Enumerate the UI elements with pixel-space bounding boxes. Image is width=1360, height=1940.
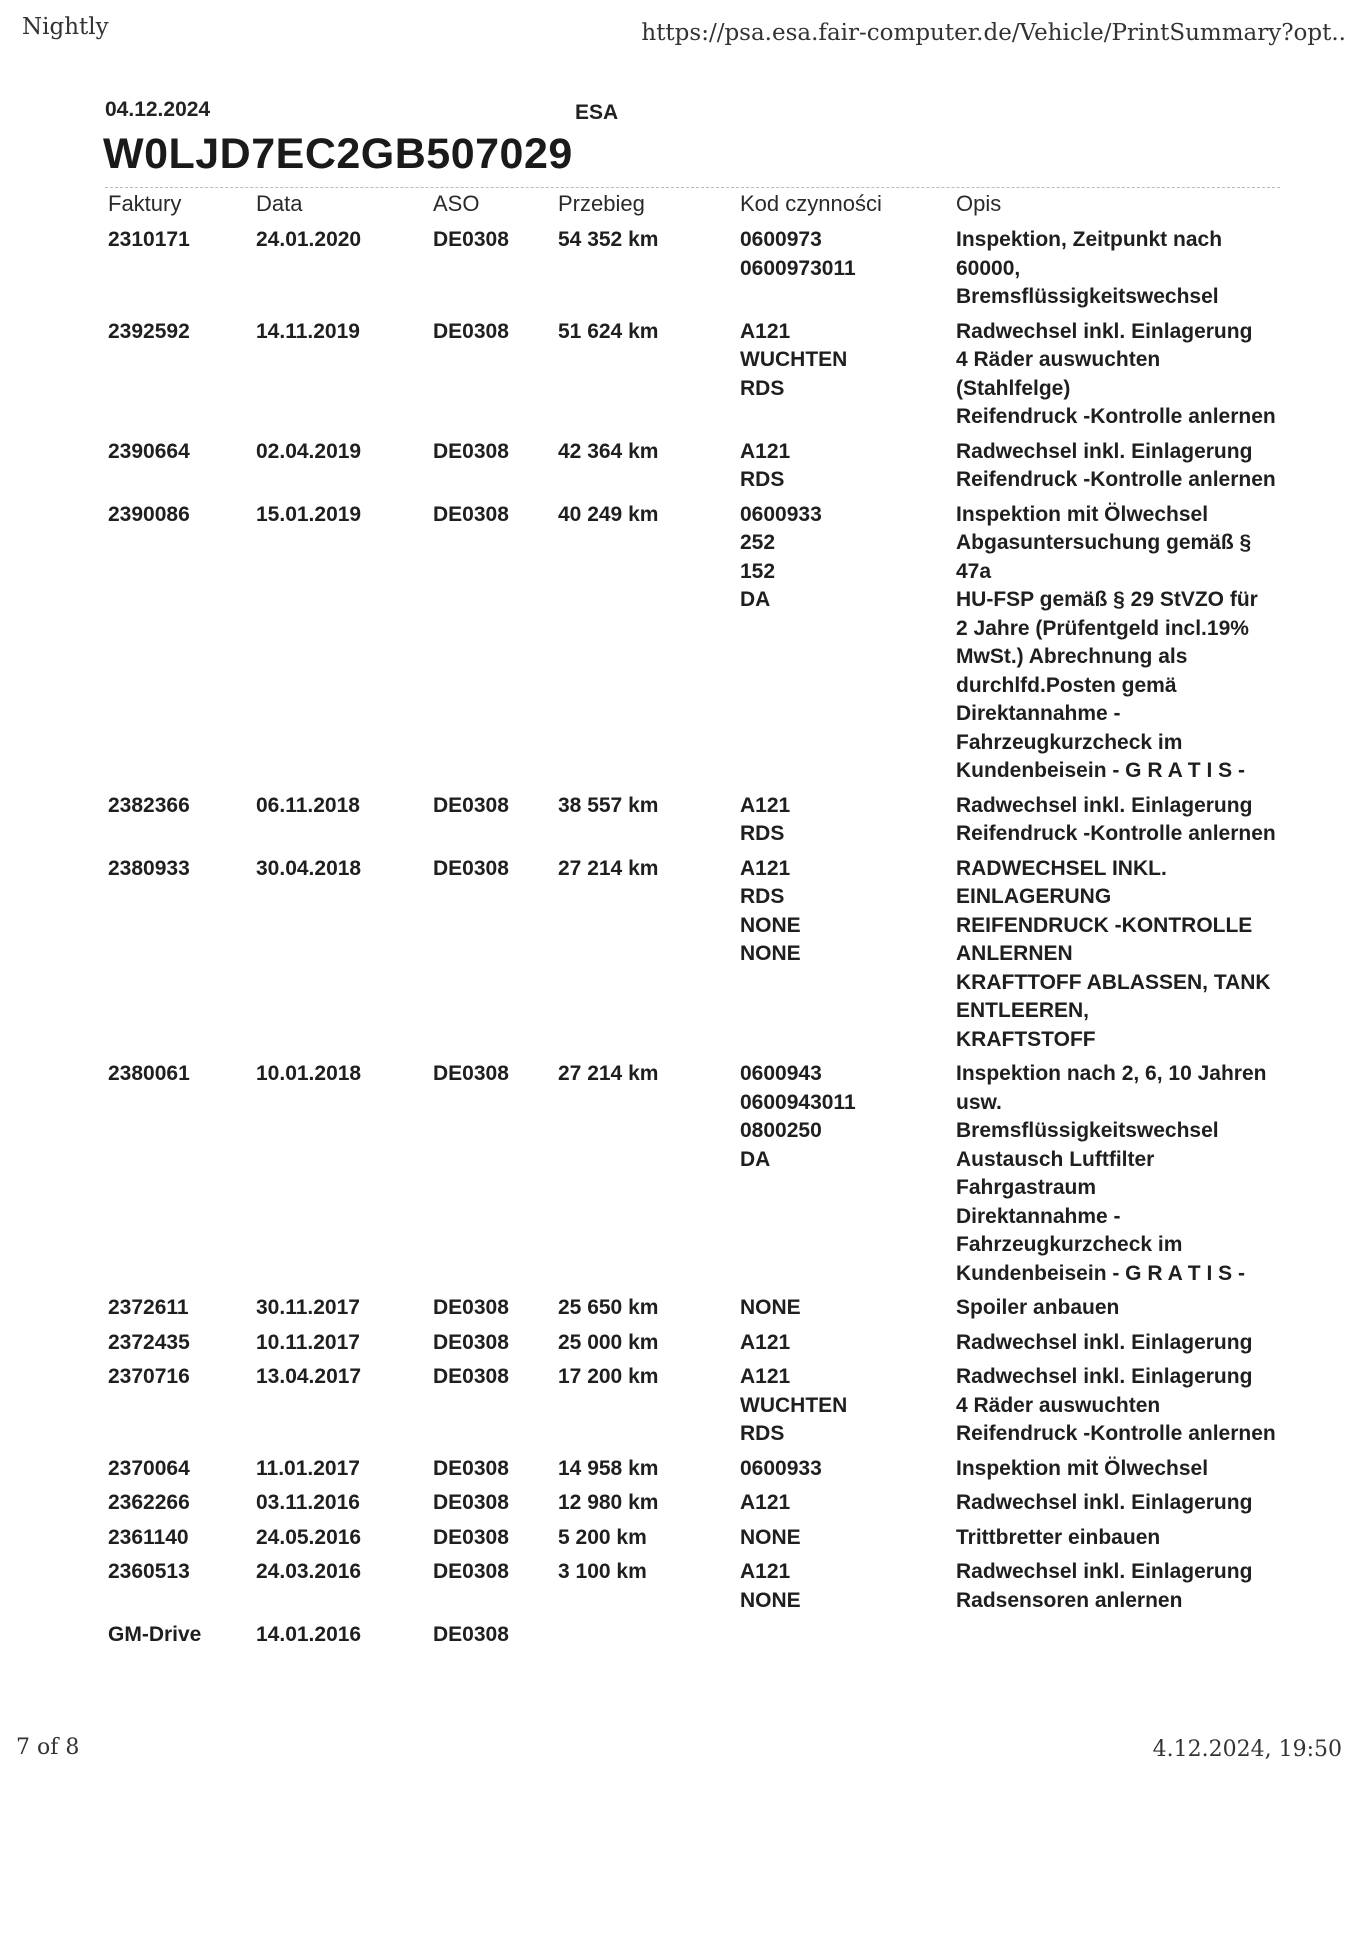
description-line: Fahrgastraum <box>956 1176 1097 1199</box>
table-row <box>0 1558 1360 1621</box>
dealer-code: DE0308 <box>433 1525 509 1549</box>
description-line: Spoiler anbauen <box>956 1296 1120 1319</box>
operation-code: WUCHTEN <box>740 348 848 371</box>
mileage: 42 364 km <box>558 439 659 463</box>
operation-codes <box>740 438 790 495</box>
operation-codes <box>740 501 822 615</box>
table-row <box>0 1060 1360 1294</box>
service-date: 03.11.2016 <box>256 1491 360 1514</box>
description-line: Fahrzeugkurzcheck im <box>956 1233 1183 1256</box>
service-date: 24.01.2020 <box>256 228 362 251</box>
source-label: ESA <box>575 101 619 124</box>
service-description <box>956 1558 1252 1615</box>
invoice-number: 2372435 <box>108 1330 190 1354</box>
operation-codes <box>740 1363 847 1449</box>
operation-codes <box>740 226 856 283</box>
table-row <box>0 1621 1360 1656</box>
dealer-code: DE0308 <box>433 1456 509 1480</box>
service-description <box>956 855 1271 1055</box>
invoice-number: 2361140 <box>108 1525 189 1549</box>
operation-code: NONE <box>740 942 801 965</box>
service-date: 30.11.2017 <box>256 1296 360 1319</box>
operation-codes <box>740 1455 822 1484</box>
operation-code: NONE <box>740 913 801 937</box>
table-row <box>0 1329 1360 1364</box>
operation-code: A121 <box>740 1560 791 1583</box>
description-line: Radwechsel inkl. Einlagerung <box>956 793 1253 817</box>
operation-code: DA <box>740 588 771 611</box>
operation-code: 0600973011 <box>740 256 856 280</box>
description-line: Inspektion, Zeitpunkt nach <box>956 228 1223 251</box>
operation-codes <box>740 1489 790 1518</box>
column-header-description: Opis <box>956 191 1002 216</box>
operation-code: NONE <box>740 1588 801 1612</box>
operation-code: RDS <box>740 376 785 400</box>
table-row <box>0 1524 1360 1559</box>
invoice-number: 2360513 <box>108 1560 190 1583</box>
description-line: Radwechsel inkl. Einlagerung <box>956 1491 1253 1514</box>
column-header-operation-code: Kod czynności <box>740 191 882 216</box>
description-line: Inspektion mit Ölwechsel <box>956 502 1209 526</box>
operation-code: A121 <box>740 793 791 817</box>
table-row <box>0 792 1360 855</box>
table-row <box>0 1489 1360 1524</box>
print-date: 04.12.2024 <box>105 98 211 121</box>
service-description <box>956 1455 1208 1484</box>
invoice-number: 2392592 <box>108 319 190 343</box>
mileage: 54 352 km <box>558 228 659 251</box>
table-row <box>0 1294 1360 1329</box>
description-line: durchlfd.Posten gemä <box>956 673 1177 697</box>
operation-code: A121 <box>740 439 791 463</box>
mileage: 38 557 km <box>558 793 659 817</box>
print-timestamp: 4.12.2024, 19:50 <box>1152 1737 1342 1762</box>
operation-code: 0800250 <box>740 1119 822 1142</box>
service-description <box>956 1060 1266 1288</box>
operation-code: A121 <box>740 1365 791 1388</box>
browser-name: Nightly <box>22 14 109 40</box>
service-date: 24.03.2016 <box>256 1560 362 1583</box>
service-date: 14.11.2019 <box>256 319 360 343</box>
description-line: KRAFTTOFF ABLASSEN, TANK <box>956 970 1271 994</box>
table-header-row <box>0 190 1360 226</box>
dealer-code: DE0308 <box>433 1330 509 1354</box>
table-row <box>0 318 1360 438</box>
invoice-number: 2370064 <box>108 1456 190 1480</box>
operation-codes <box>740 1524 801 1553</box>
description-line: 60000, <box>956 256 1021 280</box>
service-date: 10.01.2018 <box>256 1062 362 1085</box>
description-line: Kundenbeisein - G R A T I S - <box>956 1261 1245 1285</box>
service-description <box>956 1489 1252 1518</box>
description-line: 4 Räder auswuchten <box>956 348 1161 371</box>
invoice-number: 2382366 <box>108 793 190 817</box>
mileage: 27 214 km <box>558 856 659 880</box>
column-header-date: Data <box>256 191 303 216</box>
invoice-number: 2380933 <box>108 856 190 880</box>
mileage: 5 200 km <box>558 1525 647 1549</box>
description-line: Reifendruck -Kontrolle anlernen <box>956 822 1276 845</box>
description-line: Inspektion mit Ölwechsel <box>956 1456 1209 1480</box>
dealer-code: DE0308 <box>433 1491 509 1514</box>
dealer-code: DE0308 <box>433 1062 509 1085</box>
description-line: Direktannahme - <box>956 1204 1121 1228</box>
description-line: REIFENDRUCK -KONTROLLE <box>956 913 1253 937</box>
mileage: 27 214 km <box>558 1062 659 1085</box>
description-line: Inspektion nach 2, 6, 10 Jahren <box>956 1062 1267 1085</box>
description-line: Abgasuntersuchung gemäß § <box>956 531 1252 554</box>
description-line: 47a <box>956 559 992 583</box>
dealer-code: DE0308 <box>433 439 509 463</box>
description-line: ANLERNEN <box>956 942 1073 965</box>
dealer-code: DE0308 <box>433 502 509 526</box>
dealer-code: DE0308 <box>433 1560 509 1583</box>
operation-codes <box>740 792 790 849</box>
service-date: 02.04.2019 <box>256 439 362 463</box>
description-line: Radwechsel inkl. Einlagerung <box>956 1365 1253 1388</box>
description-line: Fahrzeugkurzcheck im <box>956 730 1183 754</box>
description-line: Austausch Luftfilter <box>956 1147 1155 1171</box>
dealer-code: DE0308 <box>433 1623 509 1646</box>
description-line: Reifendruck -Kontrolle anlernen <box>956 468 1276 491</box>
operation-code: DA <box>740 1147 771 1171</box>
operation-code: 0600933 <box>740 502 822 526</box>
operation-code: 252 <box>740 531 776 554</box>
column-header-invoice: Faktury <box>108 191 182 216</box>
operation-code: RDS <box>740 822 785 845</box>
description-line: 2 Jahre (Prüfentgeld incl.19% <box>956 616 1249 640</box>
dealer-code: DE0308 <box>433 1296 509 1319</box>
service-description <box>956 438 1276 495</box>
mileage: 14 958 km <box>558 1456 659 1480</box>
description-line: 4 Räder auswuchten <box>956 1393 1161 1417</box>
column-header-dealer: ASO <box>433 191 480 216</box>
service-description <box>956 792 1276 849</box>
description-line: Radwechsel inkl. Einlagerung <box>956 319 1253 343</box>
invoice-number: 2390086 <box>108 502 190 526</box>
operation-code: 0600943011 <box>740 1090 856 1114</box>
operation-code: 0600943 <box>740 1062 822 1085</box>
service-description <box>956 1329 1252 1358</box>
invoice-number: 2362266 <box>108 1491 190 1514</box>
service-date: 24.05.2016 <box>256 1525 362 1549</box>
vin-number: W0LJD7EC2GB507029 <box>103 130 573 178</box>
page-number: 7 of 8 <box>16 1735 80 1760</box>
invoice-number: 2370716 <box>108 1365 190 1388</box>
mileage: 40 249 km <box>558 502 659 526</box>
description-line: Bremsflüssigkeitswechsel <box>956 285 1219 308</box>
description-line: Bremsflüssigkeitswechsel <box>956 1119 1219 1142</box>
table-row <box>0 501 1360 792</box>
table-row <box>0 1455 1360 1490</box>
description-line: Reifendruck -Kontrolle anlernen <box>956 405 1276 428</box>
invoice-number: GM-Drive <box>108 1623 202 1646</box>
description-line: RADWECHSEL INKL. <box>956 856 1167 880</box>
operation-code: RDS <box>740 1422 785 1445</box>
invoice-number: 2310171 <box>108 228 190 251</box>
description-line: Trittbretter einbauen <box>956 1525 1161 1549</box>
service-description <box>956 226 1222 312</box>
description-line: Radwechsel inkl. Einlagerung <box>956 439 1253 463</box>
mileage: 3 100 km <box>558 1560 647 1583</box>
service-description <box>956 1524 1160 1553</box>
mileage: 51 624 km <box>558 319 659 343</box>
description-line: HU-FSP gemäß § 29 StVZO für <box>956 588 1258 611</box>
operation-codes <box>740 1558 801 1615</box>
operation-code: NONE <box>740 1525 801 1549</box>
operation-code: 152 <box>740 559 776 583</box>
mileage: 25 000 km <box>558 1330 659 1354</box>
operation-code: A121 <box>740 319 791 343</box>
description-line: (Stahlfelge) <box>956 376 1071 400</box>
service-date: 13.04.2017 <box>256 1365 362 1388</box>
operation-code: A121 <box>740 1491 791 1514</box>
operation-codes <box>740 855 801 969</box>
mileage: 12 980 km <box>558 1491 659 1514</box>
invoice-number: 2390664 <box>108 439 190 463</box>
table-row <box>0 226 1360 318</box>
service-description <box>956 501 1258 786</box>
service-date: 14.01.2016 <box>256 1623 362 1646</box>
service-description <box>956 318 1276 432</box>
mileage: 25 650 km <box>558 1296 659 1319</box>
operation-codes <box>740 1329 790 1358</box>
dealer-code: DE0308 <box>433 856 509 880</box>
description-line: MwSt.) Abrechnung als <box>956 645 1188 668</box>
table-row <box>0 1363 1360 1455</box>
service-date: 15.01.2019 <box>256 502 362 526</box>
service-history-table <box>0 190 1360 1656</box>
invoice-number: 2380061 <box>108 1062 190 1085</box>
dealer-code: DE0308 <box>433 319 509 343</box>
header-divider <box>105 187 1280 188</box>
operation-codes <box>740 1294 801 1323</box>
service-description <box>956 1294 1119 1323</box>
dealer-code: DE0308 <box>433 228 509 251</box>
table-row <box>0 438 1360 501</box>
description-line: EINLAGERUNG <box>956 885 1112 908</box>
description-line: Reifendruck -Kontrolle anlernen <box>956 1422 1276 1445</box>
description-line: KRAFTSTOFF <box>956 1027 1096 1051</box>
operation-code: 0600973 <box>740 228 822 251</box>
service-date: 10.11.2017 <box>256 1330 360 1354</box>
mileage: 17 200 km <box>558 1365 659 1388</box>
description-line: Radwechsel inkl. Einlagerung <box>956 1560 1253 1583</box>
operation-code: 0600933 <box>740 1456 822 1480</box>
operation-code: NONE <box>740 1296 801 1319</box>
service-date: 30.04.2018 <box>256 856 362 880</box>
service-date: 06.11.2018 <box>256 793 360 817</box>
description-line: Radwechsel inkl. Einlagerung <box>956 1330 1253 1354</box>
description-line: Direktannahme - <box>956 702 1121 725</box>
operation-codes <box>740 1060 856 1174</box>
operation-code: WUCHTEN <box>740 1393 848 1417</box>
operation-codes <box>740 318 847 404</box>
dealer-code: DE0308 <box>433 1365 509 1388</box>
page-url: https://psa.esa.fair-computer.de/Vehicle/PrintSummary?opt.. <box>641 20 1346 46</box>
operation-code: RDS <box>740 885 785 908</box>
operation-code: A121 <box>740 856 791 880</box>
operation-code: A121 <box>740 1330 791 1354</box>
description-line: Radsensoren anlernen <box>956 1588 1183 1612</box>
table-row <box>0 855 1360 1061</box>
description-line: usw. <box>956 1090 1002 1114</box>
dealer-code: DE0308 <box>433 793 509 817</box>
service-description <box>956 1363 1276 1449</box>
operation-code: RDS <box>740 468 785 491</box>
description-line: ENTLEEREN, <box>956 999 1090 1022</box>
service-date: 11.01.2017 <box>256 1456 360 1480</box>
invoice-number: 2372611 <box>108 1296 189 1319</box>
description-line: Kundenbeisein - G R A T I S - <box>956 759 1245 782</box>
column-header-mileage: Przebieg <box>558 191 645 216</box>
